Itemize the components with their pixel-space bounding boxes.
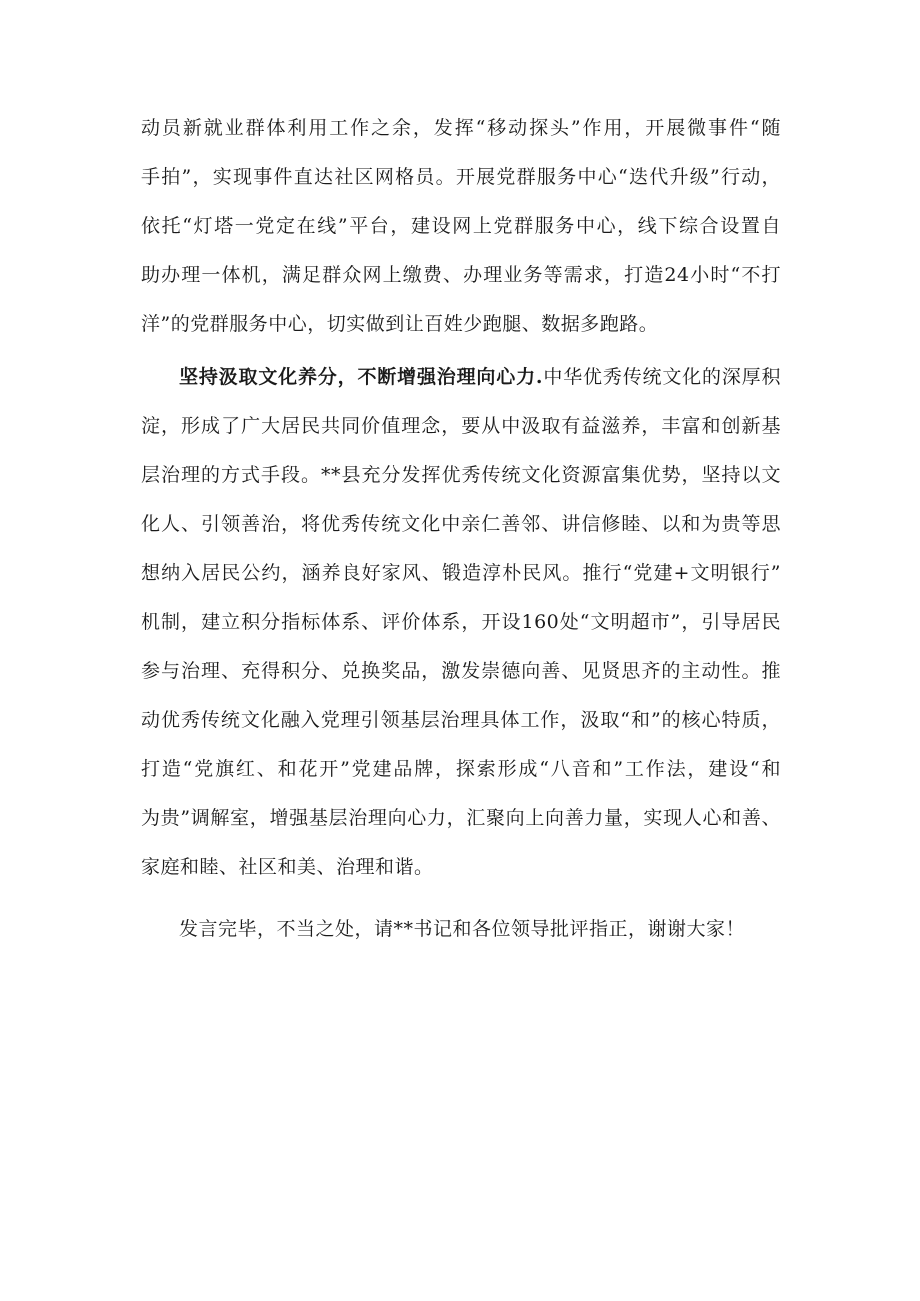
text-line: 手拍”，实现事件直达社区网格员。开展党群服务中心“迭代升级”行动， xyxy=(141,166,781,188)
text-line: 层治理的方式手段。**县充分发挥优秀传统文化资源富集优势，坚持以文 xyxy=(141,464,781,486)
text-line: 淀，形成了广大居民共同价值理念，要从中汲取有益滋养，丰富和创新基 xyxy=(141,415,781,437)
text-line: 打造“党旗红、和花开”党建品牌，探索形成“八音和”工作法，建设“和 xyxy=(141,758,781,780)
paragraph-mobile-probe xyxy=(141,104,781,349)
paragraph-heading: 坚持汲取文化养分，不断增强治理向心力. xyxy=(179,366,544,388)
closing-paragraph xyxy=(141,905,781,954)
text-line: 动员新就业群体利用工作之余，发挥“移动探头”作用，开展微事件“随 xyxy=(141,117,781,139)
text-line: 想纳入居民公约，涵养良好家风、锻造淳朴民风。推行“党建+文明银行” xyxy=(141,562,781,584)
text-line: 动优秀传统文化融入党理引领基层治理具体工作，汲取“和”的核心特质， xyxy=(141,709,781,731)
closing-line: 发言完毕，不当之处，请**书记和各位领导批评指正，谢谢大家！ xyxy=(179,918,746,940)
text-line: 化人、引领善治，将优秀传统文化中亲仁善邻、讲信修睦、以和为贵等思 xyxy=(141,513,781,535)
paragraph-culture xyxy=(141,353,781,892)
text-line: 参与治理、充得积分、兑换奖品，激发崇德向善、见贤思齐的主动性。推 xyxy=(141,660,781,682)
text-line: 助办理一体机，满足群众网上缴费、办理业务等需求，打造24小时“不打 xyxy=(141,264,781,286)
text-line: 洋”的党群服务中心，切实做到让百姓少跑腿、数据多跑路。 xyxy=(141,313,659,335)
heading-continuation: 中华优秀传统文化的深厚积 xyxy=(543,366,781,388)
text-line: 依托“灯塔一党定在线”平台，建设网上党群服务中心，线下综合设置自 xyxy=(141,215,781,237)
text-line: 家庭和睦、社区和美、治理和谐。 xyxy=(141,856,434,878)
text-line: 机制，建立积分指标体系、评价体系，开设160处“文明超市”，引导居民 xyxy=(141,611,781,633)
text-line: 为贵”调解室，增强基层治理向心力，汇聚向上向善力量，实现人心和善、 xyxy=(141,807,781,829)
text-line-first xyxy=(141,353,781,402)
